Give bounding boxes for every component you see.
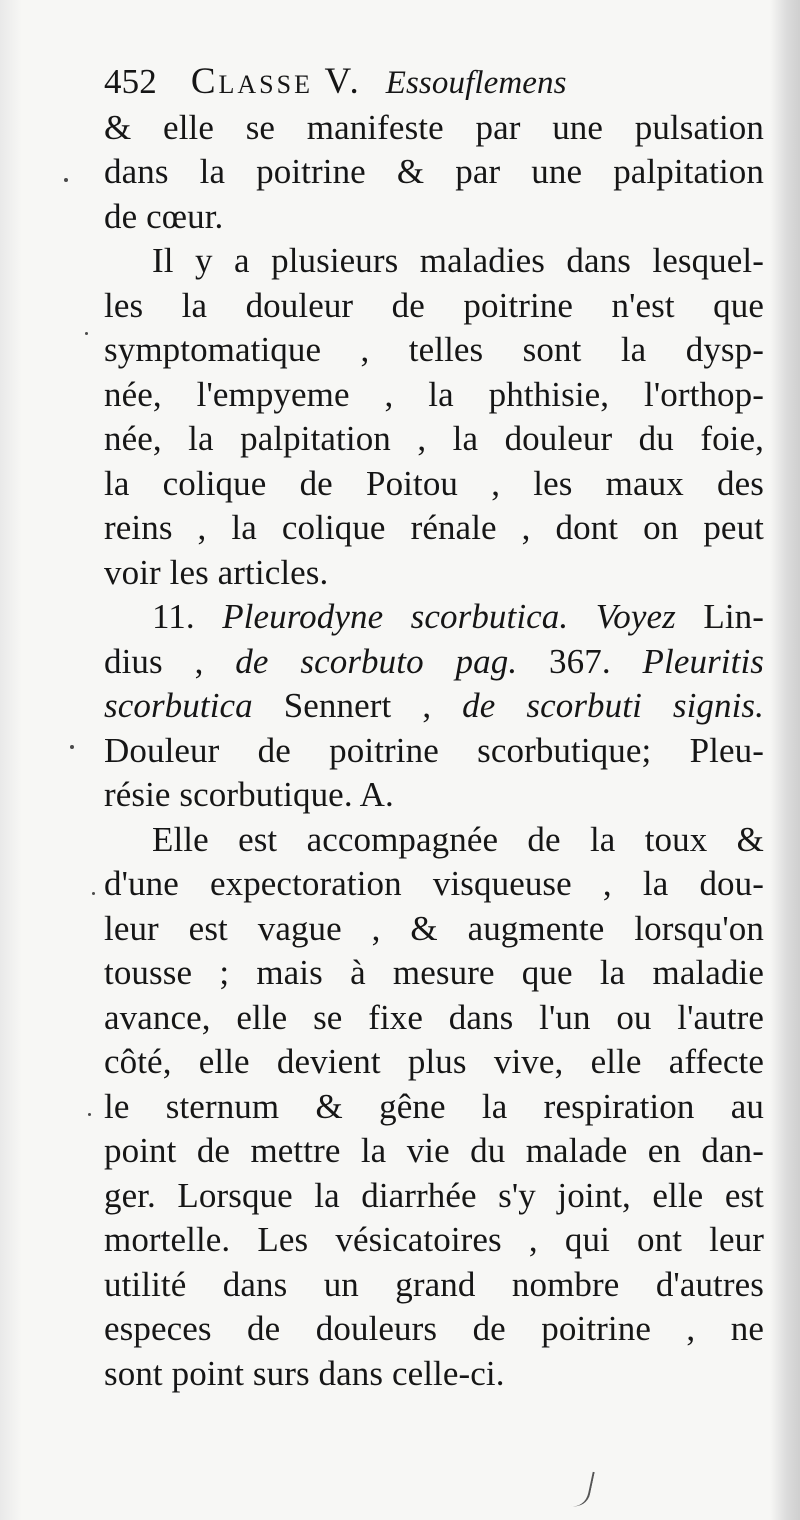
- text-line: la colique de Poitou , les maux des: [104, 463, 764, 503]
- stray-pen-mark: [571, 1469, 595, 1509]
- paragraph: [104, 818, 764, 1397]
- text-line: de cœur.: [104, 196, 224, 236]
- text-line: Elle est accompagnée de la toux &: [152, 819, 764, 859]
- paragraph: [104, 239, 764, 595]
- text-line: symptomatique , telles sont la dysp-: [104, 330, 764, 369]
- italic-text: scorbutica: [104, 686, 253, 725]
- italic-text: Voyez: [595, 597, 676, 636]
- text-line: especes de douleurs de poitrine , ne: [104, 1309, 764, 1348]
- paragraph: [104, 106, 764, 240]
- italic-text: Pleuritis: [642, 641, 764, 681]
- text-line: d'une expectoration visqueuse , la dou-: [104, 864, 764, 903]
- running-head: Classe V.: [190, 61, 362, 102]
- ink-speck: [88, 1113, 91, 1116]
- text-line: voir les articles.: [104, 552, 329, 592]
- text-run: résie scorbutique. A.: [104, 775, 394, 814]
- text-run: Lin-: [675, 597, 764, 636]
- text-run: Douleur de poitrine scorbutique; Pleu-: [104, 730, 764, 770]
- text-line: côté, elle devient plus vive, elle affecte: [104, 1042, 764, 1081]
- text-line: les la douleur de poitrine n'est que: [104, 285, 764, 325]
- text-line: reins , la colique rénale , dont on peut: [104, 508, 764, 547]
- text-line: Il y a plusieurs maladies dans lesquel-: [152, 241, 764, 280]
- text-line: sont point surs dans celle-ci.: [104, 1353, 505, 1393]
- text-line: point de mettre la vie du malade en dan-: [104, 1131, 764, 1170]
- scan-shadow-left: [0, 0, 22, 1520]
- paragraph: [104, 595, 764, 818]
- ink-speck: [70, 745, 74, 749]
- text-line: avance, elle se fixe dans l'un ou l'autre: [104, 997, 764, 1037]
- text-run: Sennert ,: [252, 686, 463, 725]
- text-line: [104, 640, 764, 685]
- ink-speck: [85, 332, 88, 335]
- text-line: & elle se manifeste par une pulsation: [104, 107, 764, 147]
- text-line: dans la poitrine & par une palpitation: [104, 152, 764, 191]
- text-run: [568, 597, 595, 636]
- ink-speck: [92, 892, 95, 895]
- running-subject: Essouflemens: [385, 65, 567, 101]
- page-number: 452: [104, 62, 157, 101]
- text-run: 11.: [152, 597, 223, 636]
- text-line: ger. Lorsque la diarrhée s'y joint, elle est: [104, 1175, 764, 1215]
- text-line: [104, 773, 764, 818]
- ink-speck: [64, 178, 68, 182]
- text-line: leur est vague , & augmente lorsqu'on: [104, 908, 764, 948]
- text-line: le sternum & gêne la respiration au: [104, 1086, 764, 1126]
- text-line: utilité dans un grand nombre d'autres: [104, 1264, 764, 1304]
- text-line: [104, 684, 764, 729]
- text-line: mortelle. Les vésicatoires , qui ont leur: [104, 1220, 764, 1259]
- scan-shadow-right: [770, 0, 800, 1520]
- text-line: [104, 595, 764, 640]
- page-text: [104, 60, 764, 1396]
- italic-text: Pleurodyne scorbutica.: [222, 597, 569, 636]
- text-run: dius ,: [104, 641, 236, 681]
- italic-text: de scorbuto pag.: [235, 641, 518, 681]
- running-header: [104, 60, 764, 106]
- italic-text: de scorbuti signis.: [462, 686, 764, 725]
- text-run: 367.: [517, 641, 643, 681]
- text-line: tousse ; mais à mesure que la maladie: [104, 953, 764, 992]
- text-line: née, l'empyeme , la phthisie, l'orthop-: [104, 374, 764, 414]
- text-line: née, la palpitation , la douleur du foie,: [104, 419, 764, 458]
- body-text: [104, 106, 764, 1397]
- text-line: [104, 729, 764, 774]
